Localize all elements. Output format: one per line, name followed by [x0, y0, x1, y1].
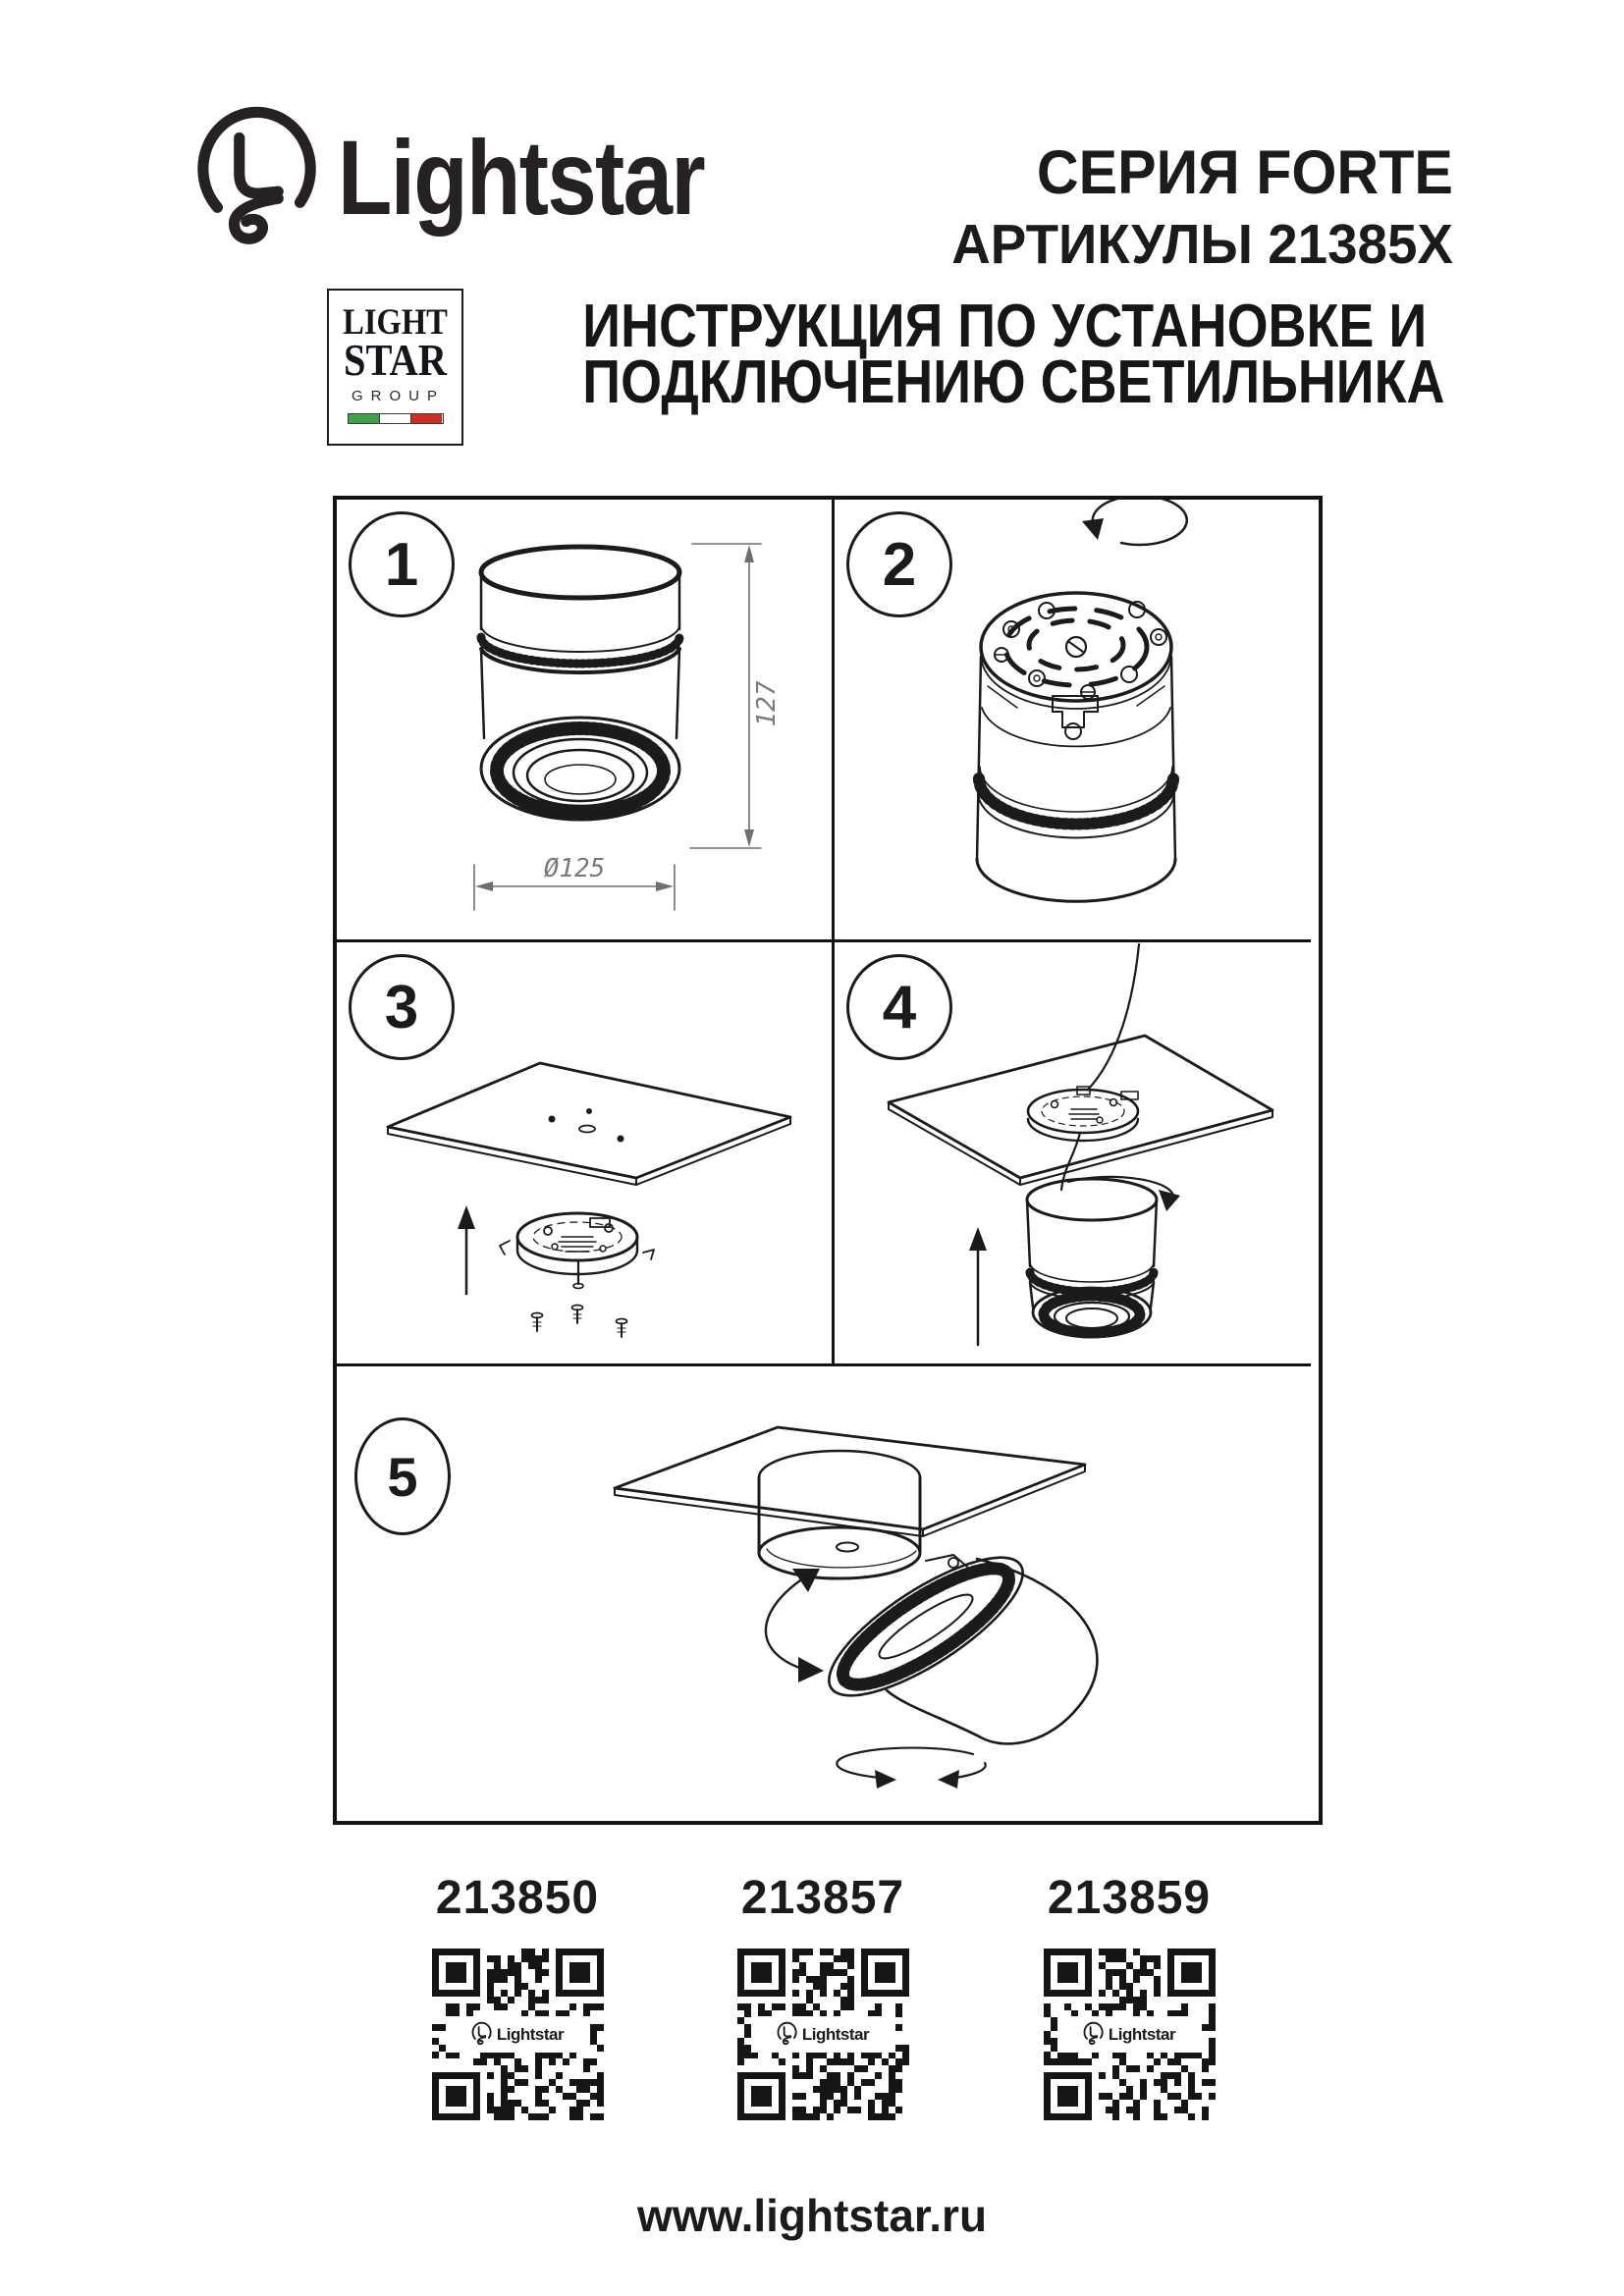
- product-block: [971, 1871, 1287, 2120]
- step-number-badge: 4: [846, 954, 952, 1060]
- step-panel-5: [337, 1366, 1311, 1813]
- flag-white: [379, 414, 411, 423]
- product-block: [359, 1871, 676, 2120]
- qr-code: [1044, 1949, 1216, 2120]
- qr-code: [737, 1949, 909, 2120]
- group-logo-word3: GROUP: [351, 388, 445, 405]
- step-panel-4: [835, 942, 1311, 1366]
- dimension-height-label: 127: [752, 680, 782, 727]
- flag-green: [349, 414, 379, 423]
- italian-flag-bar: [348, 413, 444, 424]
- screw-icon: [532, 1313, 543, 1332]
- lightstar-bulb-icon: [777, 2021, 798, 2048]
- qr-center-logo: [1057, 2016, 1202, 2053]
- step-number-badge: 1: [349, 511, 455, 617]
- flag-red: [411, 414, 442, 423]
- qr-center-logo: [446, 2016, 590, 2053]
- wire: [1088, 944, 1139, 1090]
- product-code: 213859: [1047, 1872, 1212, 1924]
- qr-center-label: Lightstar: [801, 2024, 870, 2044]
- rotation-arrow-icon: [955, 1763, 986, 1778]
- step-number-badge: 3: [349, 954, 455, 1060]
- group-logo-word2: STAR: [344, 335, 447, 386]
- group-logo-word1: LIGHT: [343, 302, 448, 343]
- step-number-badge: 5: [354, 1417, 451, 1535]
- product-code: 213857: [740, 1872, 905, 1924]
- step-panel-3: [337, 942, 835, 1366]
- page-title-line1: ИНСТРУКЦИЯ ПО УСТАНОВКЕ И: [582, 293, 1428, 360]
- series-title: СЕРИЯ FORTE: [1036, 138, 1453, 207]
- lightstar-bulb-icon: [194, 102, 324, 261]
- page-title-line2: ПОДКЛЮЧЕНИЮ СВЕТИЛЬНИКА: [582, 348, 1445, 416]
- brand-wordmark: Lightstar: [338, 118, 704, 237]
- instruction-grid: [333, 496, 1323, 1825]
- rotation-arrow-icon: [1093, 500, 1187, 545]
- step-5-drawing-adjust-lamp: [337, 1366, 1311, 1813]
- product-block: [665, 1871, 981, 2120]
- articles-title: АРТИКУЛЫ 21385X: [951, 213, 1453, 276]
- tilt-arrow-icon: [766, 1576, 806, 1669]
- qr-code: [432, 1949, 604, 2120]
- qr-center-label: Lightstar: [1108, 2024, 1176, 2044]
- qr-center-label: Lightstar: [496, 2024, 565, 2044]
- website-url: www.lightstar.ru: [636, 2190, 988, 2241]
- header-right-block: [931, 137, 1453, 277]
- lightstar-bulb-icon: [1083, 2021, 1105, 2048]
- product-code: 213850: [435, 1872, 600, 1924]
- dimension-diameter-label: Ø125: [543, 854, 606, 883]
- lightstar-bulb-icon: [471, 2021, 493, 2048]
- step-number-badge: 2: [846, 511, 952, 617]
- screw-icon: [617, 1319, 627, 1338]
- qr-center-logo: [751, 2016, 895, 2053]
- step-panel-2: [835, 500, 1311, 942]
- screw-icon: [572, 1306, 583, 1324]
- page-title: [582, 293, 1445, 416]
- lightstar-group-logo: [327, 289, 463, 446]
- step-panel-1: [337, 500, 835, 942]
